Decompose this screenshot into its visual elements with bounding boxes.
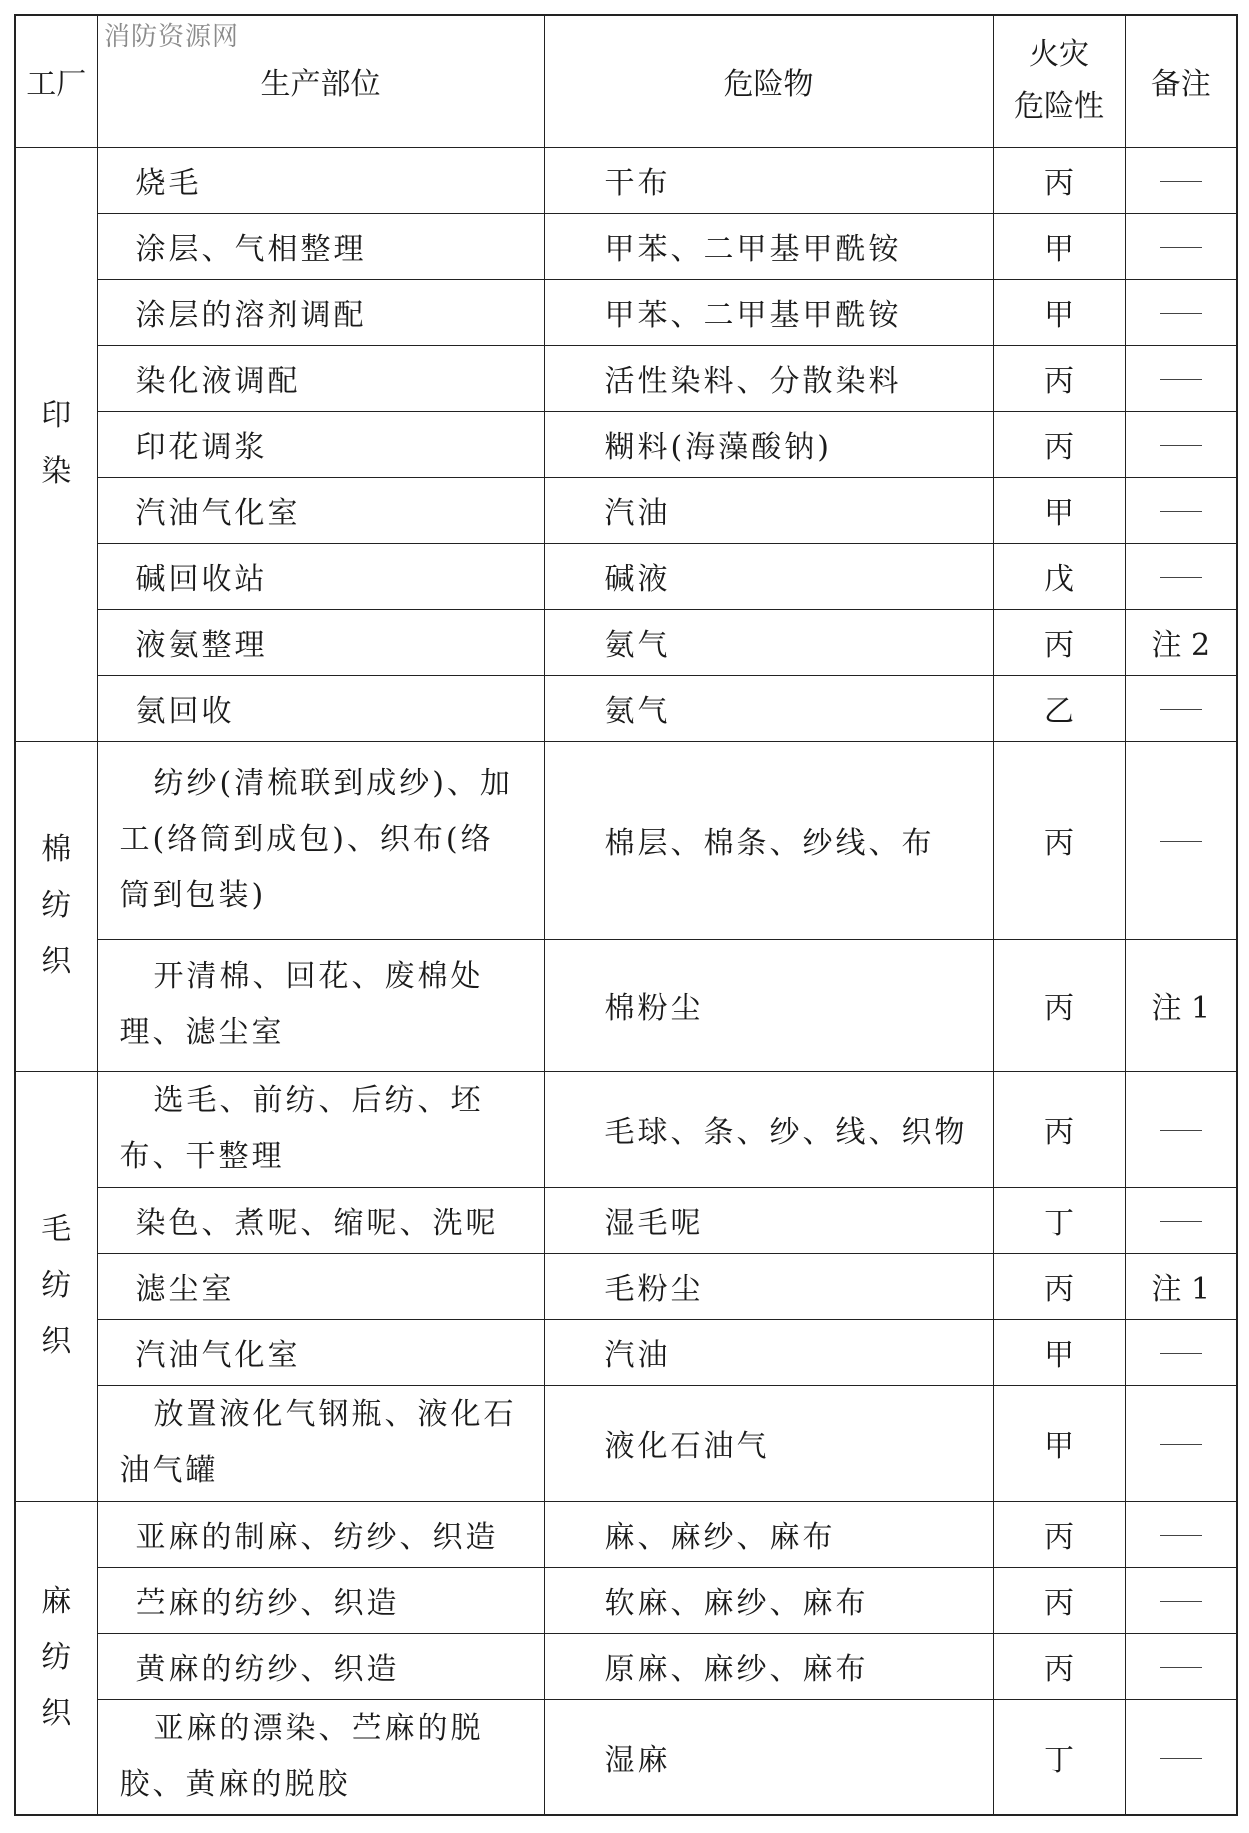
dash-mark bbox=[1160, 1667, 1202, 1669]
dash-mark bbox=[1160, 1130, 1202, 1132]
hazard-cell: 湿麻 bbox=[544, 1699, 993, 1815]
header-hazard: 危险物 bbox=[544, 15, 993, 147]
fire-hazard-table bbox=[14, 14, 1238, 1816]
header-fire-line1: 火灾 bbox=[1029, 37, 1089, 73]
header-fire-risk bbox=[993, 15, 1125, 147]
factory-char: 棉 bbox=[41, 832, 72, 867]
hazard-cell: 氨气 bbox=[544, 675, 993, 741]
dash-mark bbox=[1160, 1444, 1202, 1446]
fire-risk-cell: 丙 bbox=[993, 1071, 1125, 1187]
position-cell: 印花调浆 bbox=[97, 411, 544, 477]
hazard-cell: 汽油 bbox=[544, 477, 993, 543]
fire-risk-cell: 乙 bbox=[993, 675, 1125, 741]
note-cell bbox=[1125, 741, 1237, 939]
dash-mark bbox=[1160, 577, 1202, 579]
note-cell bbox=[1125, 675, 1237, 741]
position-cell: 纺纱(清梳联到成纱)、加工(络筒到成包)、织布(络筒到包装) bbox=[97, 741, 544, 939]
fire-risk-cell: 丙 bbox=[993, 345, 1125, 411]
table-row bbox=[15, 147, 1237, 213]
note-cell bbox=[1125, 213, 1237, 279]
factory-char: 毛 bbox=[41, 1212, 72, 1247]
fire-risk-cell: 戊 bbox=[993, 543, 1125, 609]
fire-risk-cell: 丙 bbox=[993, 1633, 1125, 1699]
factory-char: 纺 bbox=[41, 1268, 72, 1303]
hazard-cell: 毛粉尘 bbox=[544, 1253, 993, 1319]
fire-risk-cell: 甲 bbox=[993, 1385, 1125, 1501]
note-cell bbox=[1125, 1567, 1237, 1633]
hazard-cell: 液化石油气 bbox=[544, 1385, 993, 1501]
hazard-cell: 活性染料、分散染料 bbox=[544, 345, 993, 411]
hazard-cell: 糊料(海藻酸钠) bbox=[544, 411, 993, 477]
fire-risk-cell: 丙 bbox=[993, 609, 1125, 675]
factory-char: 织 bbox=[41, 1324, 72, 1359]
dash-mark bbox=[1160, 841, 1202, 843]
position-cell: 放置液化气钢瓶、液化石油气罐 bbox=[97, 1385, 544, 1501]
fire-risk-cell: 丁 bbox=[993, 1187, 1125, 1253]
dash-mark bbox=[1160, 709, 1202, 711]
header-row bbox=[15, 15, 1237, 147]
position-cell: 黄麻的纺纱、织造 bbox=[97, 1633, 544, 1699]
note-cell bbox=[1125, 345, 1237, 411]
factory-cell bbox=[15, 1501, 97, 1815]
hazard-cell: 软麻、麻纱、麻布 bbox=[544, 1567, 993, 1633]
note-cell bbox=[1125, 1319, 1237, 1385]
table-row bbox=[15, 1071, 1237, 1187]
note-cell bbox=[1125, 279, 1237, 345]
factory-char: 织 bbox=[41, 944, 72, 979]
note-cell bbox=[1125, 1633, 1237, 1699]
position-cell: 涂层、气相整理 bbox=[97, 213, 544, 279]
note-cell bbox=[1125, 147, 1237, 213]
position-cell: 苎麻的纺纱、织造 bbox=[97, 1567, 544, 1633]
note-cell bbox=[1125, 1187, 1237, 1253]
table-row bbox=[15, 1699, 1237, 1815]
fire-risk-cell: 甲 bbox=[993, 213, 1125, 279]
header-position: 生产部位 bbox=[97, 15, 544, 147]
position-cell: 选毛、前纺、后纺、坯布、干整理 bbox=[97, 1071, 544, 1187]
table-row bbox=[15, 1319, 1237, 1385]
fire-risk-cell: 丙 bbox=[993, 147, 1125, 213]
position-cell: 汽油气化室 bbox=[97, 1319, 544, 1385]
position-cell: 液氨整理 bbox=[97, 609, 544, 675]
hazard-cell: 干布 bbox=[544, 147, 993, 213]
table-row bbox=[15, 1187, 1237, 1253]
factory-char: 印 bbox=[41, 398, 72, 433]
position-cell: 氨回收 bbox=[97, 675, 544, 741]
fire-risk-cell: 丁 bbox=[993, 1699, 1125, 1815]
table-row bbox=[15, 279, 1237, 345]
position-cell: 涂层的溶剂调配 bbox=[97, 279, 544, 345]
fire-risk-cell: 丙 bbox=[993, 411, 1125, 477]
fire-risk-cell: 丙 bbox=[993, 1501, 1125, 1567]
hazard-cell: 棉粉尘 bbox=[544, 939, 993, 1071]
hazard-cell: 氨气 bbox=[544, 609, 993, 675]
table-row bbox=[15, 741, 1237, 939]
table-row bbox=[15, 1385, 1237, 1501]
position-cell: 亚麻的制麻、纺纱、织造 bbox=[97, 1501, 544, 1567]
position-cell: 碱回收站 bbox=[97, 543, 544, 609]
table-row bbox=[15, 1567, 1237, 1633]
position-cell: 汽油气化室 bbox=[97, 477, 544, 543]
table-row bbox=[15, 411, 1237, 477]
header-fire-line2: 危险性 bbox=[1014, 89, 1104, 125]
hazard-cell: 湿毛呢 bbox=[544, 1187, 993, 1253]
table-row bbox=[15, 1501, 1237, 1567]
note-cell bbox=[1125, 543, 1237, 609]
factory-cell bbox=[15, 1071, 97, 1501]
hazard-cell: 汽油 bbox=[544, 1319, 993, 1385]
hazard-cell: 麻、麻纱、麻布 bbox=[544, 1501, 993, 1567]
fire-risk-cell: 丙 bbox=[993, 939, 1125, 1071]
position-cell: 染化液调配 bbox=[97, 345, 544, 411]
hazard-cell: 原麻、麻纱、麻布 bbox=[544, 1633, 993, 1699]
table-row bbox=[15, 1253, 1237, 1319]
fire-risk-cell: 丙 bbox=[993, 741, 1125, 939]
fire-risk-cell: 丙 bbox=[993, 1567, 1125, 1633]
hazard-cell: 毛球、条、纱、线、织物 bbox=[544, 1071, 993, 1187]
dash-mark bbox=[1160, 247, 1202, 249]
factory-char: 纺 bbox=[41, 1639, 72, 1675]
dash-mark bbox=[1160, 313, 1202, 315]
table-row bbox=[15, 1633, 1237, 1699]
fire-risk-cell: 丙 bbox=[993, 1253, 1125, 1319]
factory-char: 染 bbox=[41, 454, 72, 489]
hazard-cell: 甲苯、二甲基甲酰铵 bbox=[544, 213, 993, 279]
position-cell: 滤尘室 bbox=[97, 1253, 544, 1319]
note-cell bbox=[1125, 1385, 1237, 1501]
dash-mark bbox=[1160, 445, 1202, 447]
table-body bbox=[15, 147, 1237, 1815]
note-cell bbox=[1125, 411, 1237, 477]
position-cell: 烧毛 bbox=[97, 147, 544, 213]
note-cell bbox=[1125, 1071, 1237, 1187]
factory-char: 织 bbox=[41, 1695, 72, 1731]
note-cell: 注 1 bbox=[1125, 939, 1237, 1071]
dash-mark bbox=[1160, 1758, 1202, 1760]
factory-cell bbox=[15, 147, 97, 741]
hazard-cell: 碱液 bbox=[544, 543, 993, 609]
dash-mark bbox=[1160, 1601, 1202, 1603]
factory-cell bbox=[15, 741, 97, 1071]
table-row bbox=[15, 675, 1237, 741]
table-row bbox=[15, 477, 1237, 543]
note-cell: 注 1 bbox=[1125, 1253, 1237, 1319]
table-row bbox=[15, 345, 1237, 411]
dash-mark bbox=[1160, 1353, 1202, 1355]
position-cell: 染色、煮呢、缩呢、洗呢 bbox=[97, 1187, 544, 1253]
hazard-cell: 甲苯、二甲基甲酰铵 bbox=[544, 279, 993, 345]
header-note: 备注 bbox=[1125, 15, 1237, 147]
note-cell bbox=[1125, 1501, 1237, 1567]
table-row bbox=[15, 609, 1237, 675]
dash-mark bbox=[1160, 511, 1202, 513]
dash-mark bbox=[1160, 379, 1202, 381]
table-row bbox=[15, 939, 1237, 1071]
note-cell bbox=[1125, 477, 1237, 543]
table-row bbox=[15, 543, 1237, 609]
position-cell: 开清棉、回花、废棉处理、滤尘室 bbox=[97, 939, 544, 1071]
watermark: 消防资源网 bbox=[104, 22, 240, 52]
hazard-cell: 棉层、棉条、纱线、布 bbox=[544, 741, 993, 939]
dash-mark bbox=[1160, 1535, 1202, 1537]
dash-mark bbox=[1160, 1221, 1202, 1223]
header-factory: 工厂 bbox=[15, 15, 97, 147]
factory-char: 纺 bbox=[41, 888, 72, 923]
fire-risk-cell: 甲 bbox=[993, 477, 1125, 543]
fire-risk-cell: 甲 bbox=[993, 279, 1125, 345]
position-cell: 亚麻的漂染、苎麻的脱胶、黄麻的脱胶 bbox=[97, 1699, 544, 1815]
factory-char: 麻 bbox=[41, 1583, 72, 1619]
note-cell: 注 2 bbox=[1125, 609, 1237, 675]
table-row bbox=[15, 213, 1237, 279]
dash-mark bbox=[1160, 181, 1202, 183]
note-cell bbox=[1125, 1699, 1237, 1815]
fire-risk-cell: 甲 bbox=[993, 1319, 1125, 1385]
